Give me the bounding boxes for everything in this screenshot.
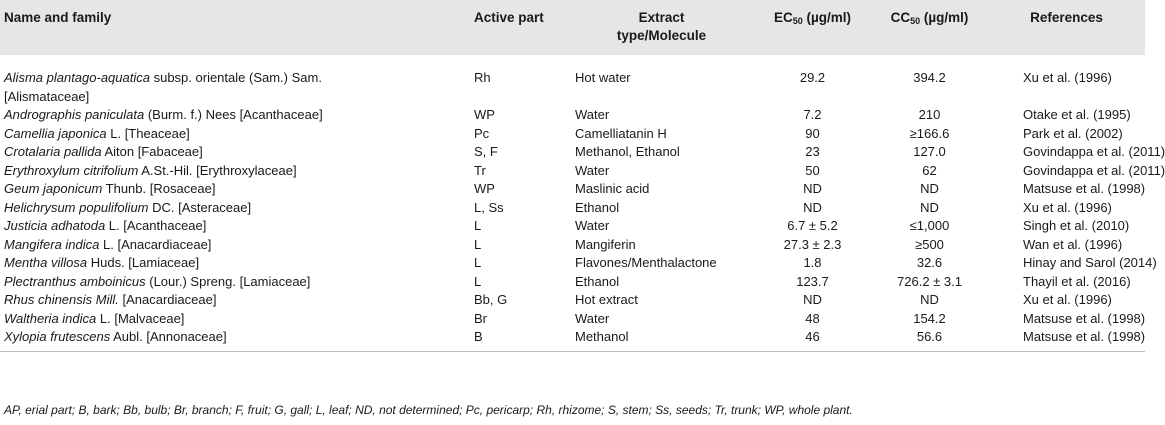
header-references: References: [1030, 10, 1103, 25]
cell-cc50: ND: [920, 292, 939, 307]
species-name: Alisma plantago-aquatica: [4, 70, 150, 85]
cell-extract: Water: [575, 310, 610, 326]
cell-active-part: WP: [474, 181, 495, 196]
authority-family: Aubl. [Annonaceae]: [110, 329, 227, 344]
authority-family: subsp. orientale (Sam.) Sam.: [149, 70, 322, 85]
cell-name-family: [0, 254, 469, 273]
cell-name-family: [0, 273, 469, 292]
species-name: Crotalaria pallida: [4, 144, 102, 159]
cell-extract: Flavones/Menthalactone: [575, 255, 717, 270]
species-name: Camellia japonica: [4, 125, 107, 141]
cell-reference: Otake et al. (1995): [1023, 107, 1131, 122]
authority-family: DC. [Asteraceae]: [148, 199, 252, 215]
cell-reference: Matsuse et al. (1998): [1023, 181, 1146, 196]
cell-ec50: 123.7: [796, 273, 829, 289]
cell-name-family: [0, 180, 469, 199]
cell-extract: Hot water: [575, 70, 631, 85]
cell-name-family: [0, 143, 469, 162]
cell-cc50: 32.6: [916, 255, 943, 270]
cell-ec50: 29.2: [799, 70, 826, 85]
cell-active-part: WP: [474, 107, 495, 122]
table-row: [0, 217, 1145, 236]
species-name: Mentha villosa: [4, 255, 88, 270]
cell-active-part: L, Ss: [474, 199, 504, 215]
cell-extract: Ethanol: [575, 273, 620, 289]
cell-active-part: Tr: [474, 162, 486, 178]
header-active-part: Active part: [474, 10, 544, 25]
cell-extract: Hot extract: [575, 292, 638, 307]
table-row: [0, 236, 1145, 255]
authority-family: Aiton [Fabaceae]: [101, 144, 203, 159]
table-row: [0, 106, 1145, 125]
authority-family: Huds. [Lamiaceae]: [87, 255, 200, 270]
table-row: [0, 143, 1145, 162]
authority-family: L. [Acanthaceae]: [105, 218, 207, 233]
cell-name-family: [0, 162, 469, 181]
cell-active-part: L: [474, 218, 482, 233]
cell-extract: Ethanol: [575, 199, 620, 215]
cell-reference: Xu et al. (1996): [1023, 292, 1112, 307]
authority-family: L. [Theaceae]: [106, 125, 190, 141]
cell-active-part: L: [474, 236, 482, 252]
table-row: [0, 310, 1145, 329]
cell-reference: Wan et al. (1996): [1023, 236, 1123, 252]
cell-reference: Govindappa et al. (2011): [1023, 162, 1165, 178]
species-name: Xylopia frutescens: [4, 329, 111, 344]
cell-extract: Camelliatanin H: [575, 125, 667, 141]
cell-ec50: 50: [805, 162, 820, 178]
cell-ec50: 90: [805, 125, 820, 141]
cell-active-part: B: [469, 328, 569, 351]
cell-ec50: ND: [803, 181, 822, 196]
cell-active-part: Bb, G: [474, 292, 508, 307]
cell-cc50: 56.6: [871, 328, 988, 351]
table-row: [0, 273, 1145, 292]
cell-reference: Xu et al. (1996): [1023, 199, 1112, 215]
cell-cc50: 127.0: [913, 144, 946, 159]
cell-name-family: [0, 125, 469, 144]
authority-family: A.St.-Hil. [Erythroxylaceae]: [138, 162, 297, 178]
cell-ec50: ND: [803, 292, 822, 307]
cell-reference: Singh et al. (2010): [1023, 218, 1130, 233]
table-header-row: [0, 0, 1145, 55]
header-name-family: Name and family: [4, 10, 112, 25]
header-ec50: $EC_{50}$ (µg/ml): [773, 10, 852, 26]
cell-extract: Water: [575, 162, 610, 178]
cell-active-part: S, F: [474, 144, 498, 159]
table-row: [0, 125, 1145, 144]
species-name: Geum japonicum: [4, 181, 103, 196]
header-cc50: $CC_{50}$ (µg/ml): [890, 10, 969, 26]
species-name: Andrographis paniculata: [4, 107, 145, 122]
species-name: Mangifera indica: [4, 236, 100, 252]
cell-reference: Matsuse et al. (1998): [1023, 310, 1146, 326]
cell-extract: Water: [575, 107, 610, 122]
cell-ec50: 27.3 ± 2.3: [783, 236, 842, 252]
cell-reference: Park et al. (2002): [1023, 125, 1123, 141]
authority-family: L. [Malvaceae]: [96, 310, 185, 326]
cell-name-family: [0, 199, 469, 218]
header-extract-type: Extract type/Molecule: [616, 10, 707, 43]
cell-name-family: [0, 217, 469, 236]
family-line: [Alismataceae]: [4, 88, 90, 104]
cell-name-family: [0, 310, 469, 329]
table-footnote: AP, erial part; B, bark; Bb, bulb; Br, branch; F, fruit; G, gall; L, leaf; ND, not determined; Pc, pericarp; Rh, rhizome; S, stem; Ss, seeds; Tr, trunk; WP, whole plant.: [4, 403, 853, 417]
cell-ec50: 6.7 ± 5.2: [787, 218, 838, 233]
cell-cc50: ≥500: [915, 236, 944, 252]
cell-extract: Water: [575, 218, 610, 233]
cell-cc50: ≤1,000: [909, 218, 950, 233]
cell-reference: Matsuse et al. (1998): [988, 328, 1145, 351]
species-name: Rhus chinensis Mill.: [4, 292, 119, 307]
cell-active-part: Pc: [474, 125, 490, 141]
cell-ec50: 1.8: [803, 255, 822, 270]
table-row: [0, 180, 1145, 199]
authority-family: [Anacardiaceae]: [118, 292, 217, 307]
species-name: Justicia adhatoda: [4, 218, 106, 233]
cell-active-part: Br: [474, 310, 487, 326]
authority-family: Thunb. [Rosaceae]: [102, 181, 216, 196]
cell-active-part: L: [474, 255, 482, 270]
cell-cc50: 726.2 ± 3.1: [897, 273, 962, 289]
authority-family: (Burm. f.) Nees [Acanthaceae]: [144, 107, 323, 122]
cell-extract: Maslinic acid: [575, 181, 650, 196]
cell-extract: Methanol, Ethanol: [575, 144, 680, 159]
cell-name-family: [0, 236, 469, 255]
cell-reference: Hinay and Sarol (2014): [1023, 255, 1157, 270]
cell-cc50: 62: [922, 162, 937, 178]
cell-cc50: ≥166.6: [909, 125, 950, 141]
species-name: Plectranthus amboinicus: [4, 273, 146, 289]
cell-extract: Methanol: [569, 328, 754, 351]
cell-ec50: ND: [803, 199, 822, 215]
table-row: [0, 254, 1145, 273]
cell-reference: Thayil et al. (2016): [1023, 273, 1131, 289]
cell-cc50: ND: [920, 181, 939, 196]
cell-name-family: [0, 328, 469, 351]
cell-ec50: 7.2: [803, 107, 822, 122]
cell-reference: Xu et al. (1996): [1023, 70, 1112, 85]
cell-cc50: ND: [920, 199, 939, 215]
cell-ec50: 46: [754, 328, 871, 351]
cell-cc50: 394.2: [913, 70, 946, 85]
species-name: Erythroxylum citrifolium: [4, 162, 139, 178]
cell-reference: Govindappa et al. (2011): [1023, 144, 1165, 159]
cell-cc50: 210: [918, 107, 941, 122]
species-name: Helichrysum populifolium: [4, 199, 149, 215]
cell-name-family: [0, 291, 469, 310]
cell-ec50: 48: [805, 310, 820, 326]
table-row: [0, 162, 1145, 181]
authority-family: L. [Anacardiaceae]: [99, 236, 212, 252]
cell-active-part: L: [474, 273, 482, 289]
cell-extract: Mangiferin: [575, 236, 636, 252]
table-row: [0, 328, 1145, 351]
table-body: [0, 55, 1165, 351]
table-row: [0, 55, 1145, 106]
cell-cc50: 154.2: [913, 310, 946, 326]
table-row: [0, 199, 1145, 218]
table-row: [0, 291, 1145, 310]
cell-name-family: [0, 106, 469, 125]
species-name: Waltheria indica: [4, 310, 97, 326]
authority-family: (Lour.) Spreng. [Lamiaceae]: [145, 273, 311, 289]
cell-active-part: Rh: [474, 70, 491, 85]
cell-ec50: 23: [805, 144, 820, 159]
cell-name-family: [0, 55, 469, 106]
